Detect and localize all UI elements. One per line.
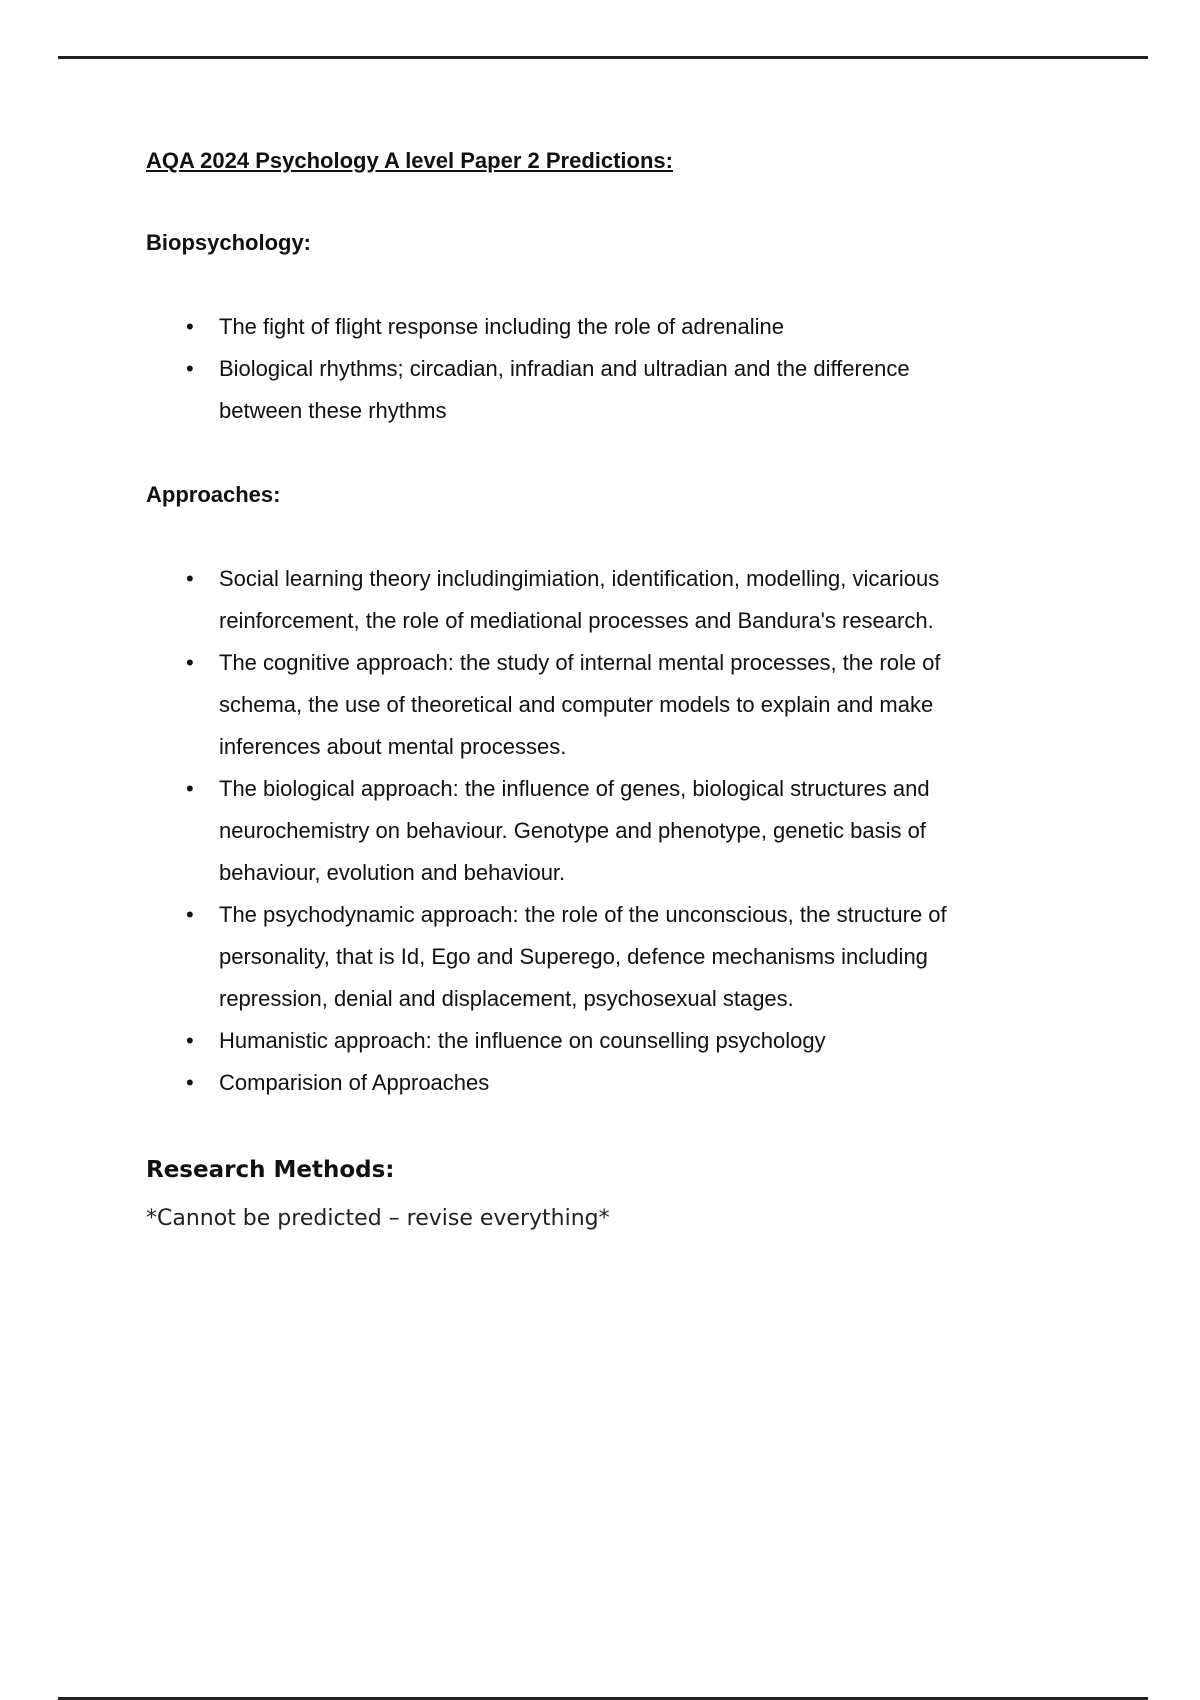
list-item [146,894,1026,1020]
list-item-text: Biological rhythms; circadian, infradian and ultradian and the difference between these rhythms [219,356,910,423]
bullet-icon: • [186,314,194,339]
biopsychology-list [146,306,1046,432]
list-item-text: The psychodynamic approach: the role of the unconscious, the structure of personality, that is Id, Ego and Superego, defence mechanisms including repression, denial and displacement, psychosexual stages. [219,902,947,1011]
list-item-text: The biological approach: the influence of genes, biological structures and neurochemistry on behaviour. Genotype and phenotype, genetic basis of behaviour, evolution and behaviour. [219,776,930,885]
list-item [146,306,1046,348]
list-item [146,768,1026,894]
list-item [146,1062,1026,1104]
list-item-text: Humanistic approach: the influence on counselling psychology [219,1028,826,1053]
bullet-icon: • [186,776,194,801]
list-item-text: Social learning theory includingimiation, identification, modelling, vicarious reinforcement, the role of mediational processes and Bandura's research. [219,566,940,633]
list-item [146,348,979,432]
list-item-text: Comparision of Approaches [219,1070,490,1095]
section-heading-approaches: Approaches: [146,482,281,507]
bullet-icon: • [186,356,194,381]
section-heading-biopsychology: Biopsychology: [146,230,312,255]
research-methods-note: *Cannot be predicted – revise everything* [146,1206,610,1231]
section-heading-research-methods: Research Methods: [146,1157,395,1183]
bullet-icon: • [186,566,194,591]
list-item [146,1020,1026,1062]
list-item [146,642,1026,768]
bullet-icon: • [186,902,194,927]
approaches-list [146,558,1026,1104]
bullet-icon: • [186,1028,194,1053]
list-item [146,558,1026,642]
bullet-icon: • [186,650,194,675]
document-title: AQA 2024 Psychology A level Paper 2 Predictions: [146,148,673,173]
list-item-text: The fight of flight response including the role of adrenaline [219,314,785,339]
header-rule [58,56,1148,59]
list-item-text: The cognitive approach: the study of internal mental processes, the role of schema, the use of theoretical and computer models to explain and make inferences about mental processes. [219,650,941,759]
bullet-icon: • [186,1070,194,1095]
